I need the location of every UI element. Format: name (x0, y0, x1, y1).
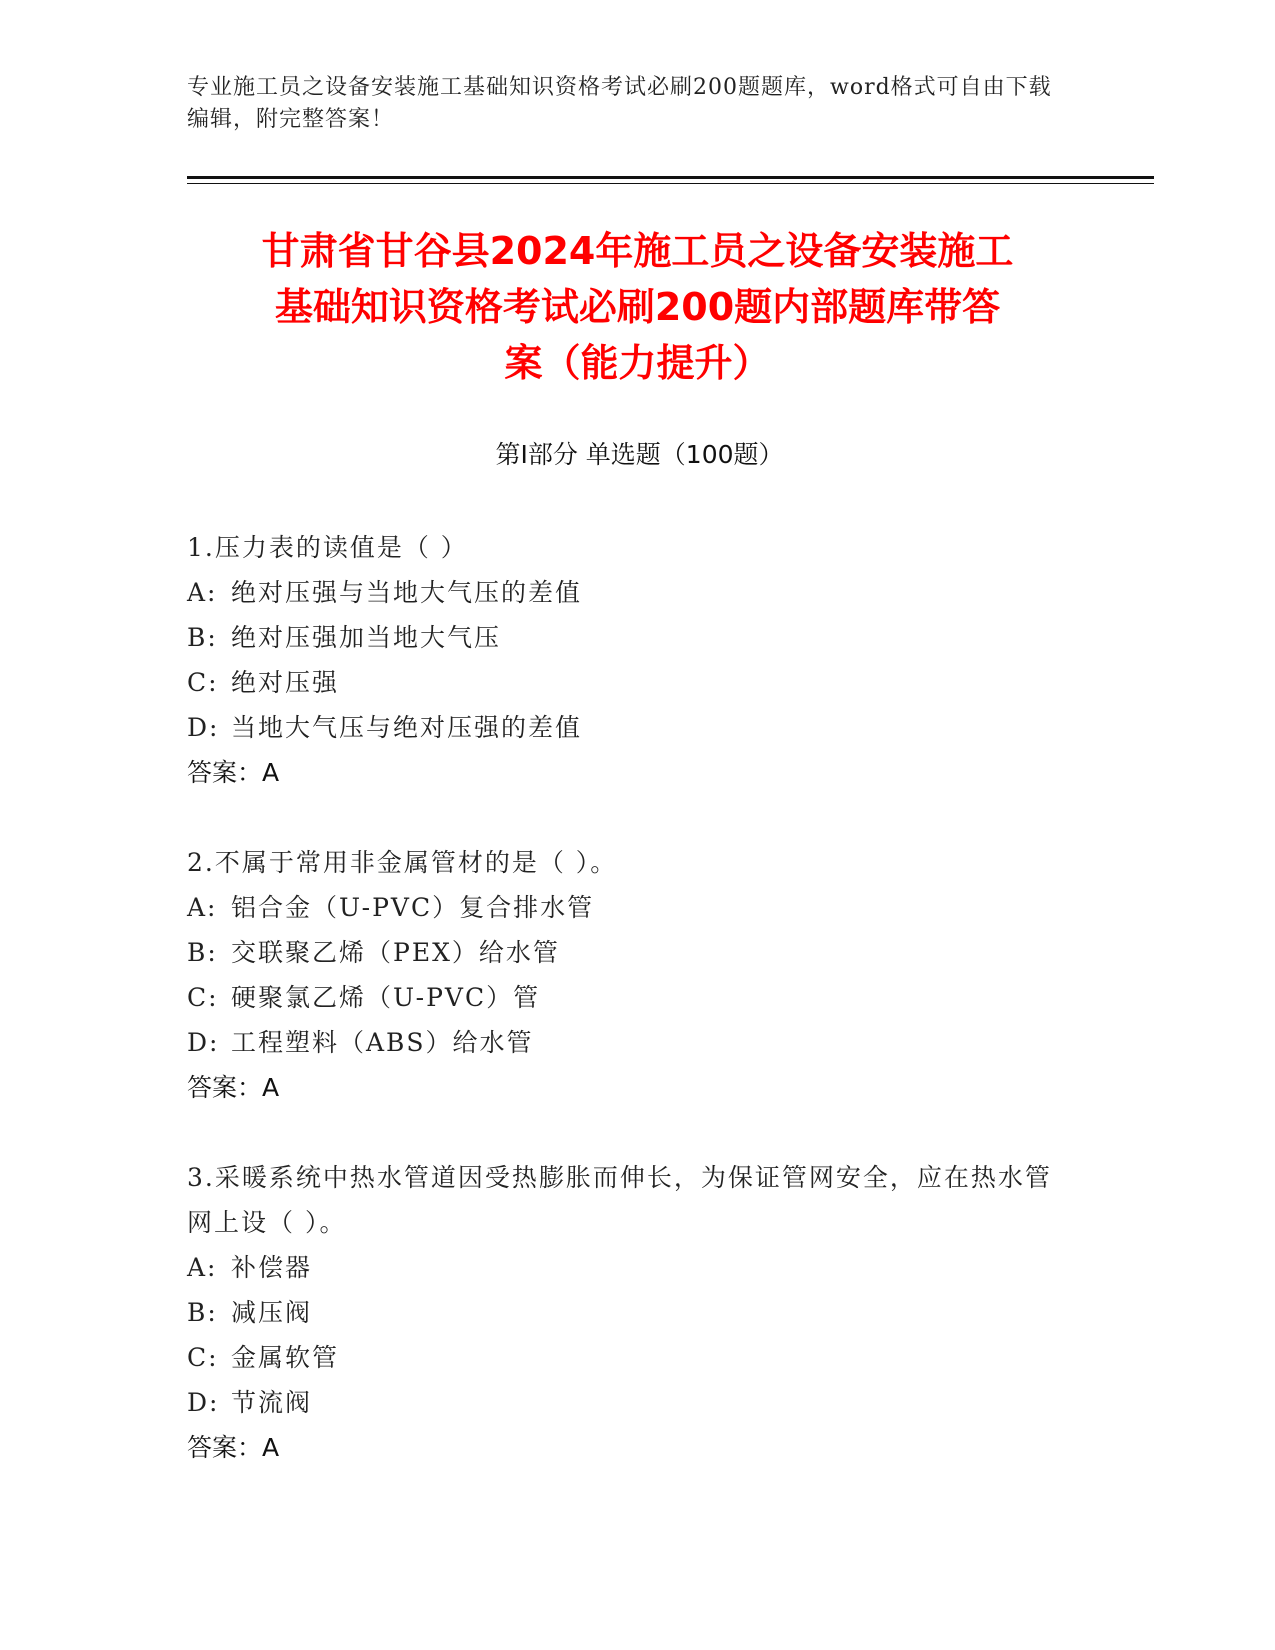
option-text: 绝对压强加当地大气压 (231, 623, 502, 652)
option-text: 铝合金（U-PVC）复合排水管 (231, 893, 595, 922)
question-1 (187, 525, 1067, 795)
option-text: 绝对压强 (231, 668, 340, 697)
title-line: 案（能力提升） (504, 341, 771, 385)
option-letter: C: (187, 1343, 219, 1372)
option-a (187, 570, 1067, 615)
option-letter: B: (187, 1298, 218, 1327)
option-letter: A: (187, 893, 218, 922)
option-text: 交联聚乙烯（PEX）给水管 (231, 938, 560, 967)
option-text: 金属软管 (231, 1343, 340, 1372)
option-letter: C: (187, 668, 219, 697)
option-d (187, 705, 1067, 750)
header-note: 专业施工员之设备安装施工基础知识资格考试必刷200题题库，word格式可自由下载编辑，附完整答案！ (187, 75, 1052, 132)
option-text: 当地大气压与绝对压强的差值 (231, 713, 583, 742)
option-text: 硬聚氯乙烯（U-PVC）管 (231, 983, 541, 1012)
option-letter: C: (187, 983, 219, 1012)
option-text: 减压阀 (231, 1298, 313, 1327)
option-letter: B: (187, 623, 218, 652)
section-heading: 第Ⅰ部分 单选题（100题） (495, 440, 784, 469)
option-c (187, 660, 1067, 705)
answer-line: 答案：A (187, 1433, 280, 1462)
answer-line: 答案：A (187, 758, 280, 787)
option-b (187, 615, 1067, 660)
option-text: 补偿器 (231, 1253, 313, 1282)
option-a (187, 885, 1067, 930)
option-a (187, 1245, 1067, 1290)
title-line: 甘肃省甘谷县2024年施工员之设备安装施工 (261, 229, 1014, 273)
document-title (160, 223, 1115, 391)
option-letter: D: (187, 1028, 220, 1057)
option-b (187, 1290, 1067, 1335)
header-rule-thin (187, 183, 1154, 184)
question-2 (187, 840, 1067, 1110)
option-text: 工程塑料（ABS）给水管 (231, 1028, 534, 1057)
question-stem: 2.不属于常用非金属管材的是（ ）。 (187, 848, 618, 877)
question-stem: 3.采暖系统中热水管道因受热膨胀而伸长，为保证管网安全，应在热水管网上设（ ）。 (187, 1163, 1052, 1237)
option-d (187, 1020, 1067, 1065)
question-stem: 1.压力表的读值是（ ） (187, 533, 468, 562)
title-line: 基础知识资格考试必刷200题内部题库带答 (274, 285, 1001, 329)
option-text: 节流阀 (231, 1388, 313, 1417)
option-letter: A: (187, 578, 218, 607)
question-list (187, 525, 1067, 1515)
question-3 (187, 1155, 1067, 1470)
option-letter: B: (187, 938, 218, 967)
header-rule-thick (187, 176, 1154, 179)
option-letter: D: (187, 713, 220, 742)
option-text: 绝对压强与当地大气压的差值 (231, 578, 583, 607)
option-letter: D: (187, 1388, 220, 1417)
answer-line: 答案：A (187, 1073, 280, 1102)
option-b (187, 930, 1067, 975)
option-letter: A: (187, 1253, 218, 1282)
option-c (187, 1335, 1067, 1380)
option-c (187, 975, 1067, 1020)
option-d (187, 1380, 1067, 1425)
